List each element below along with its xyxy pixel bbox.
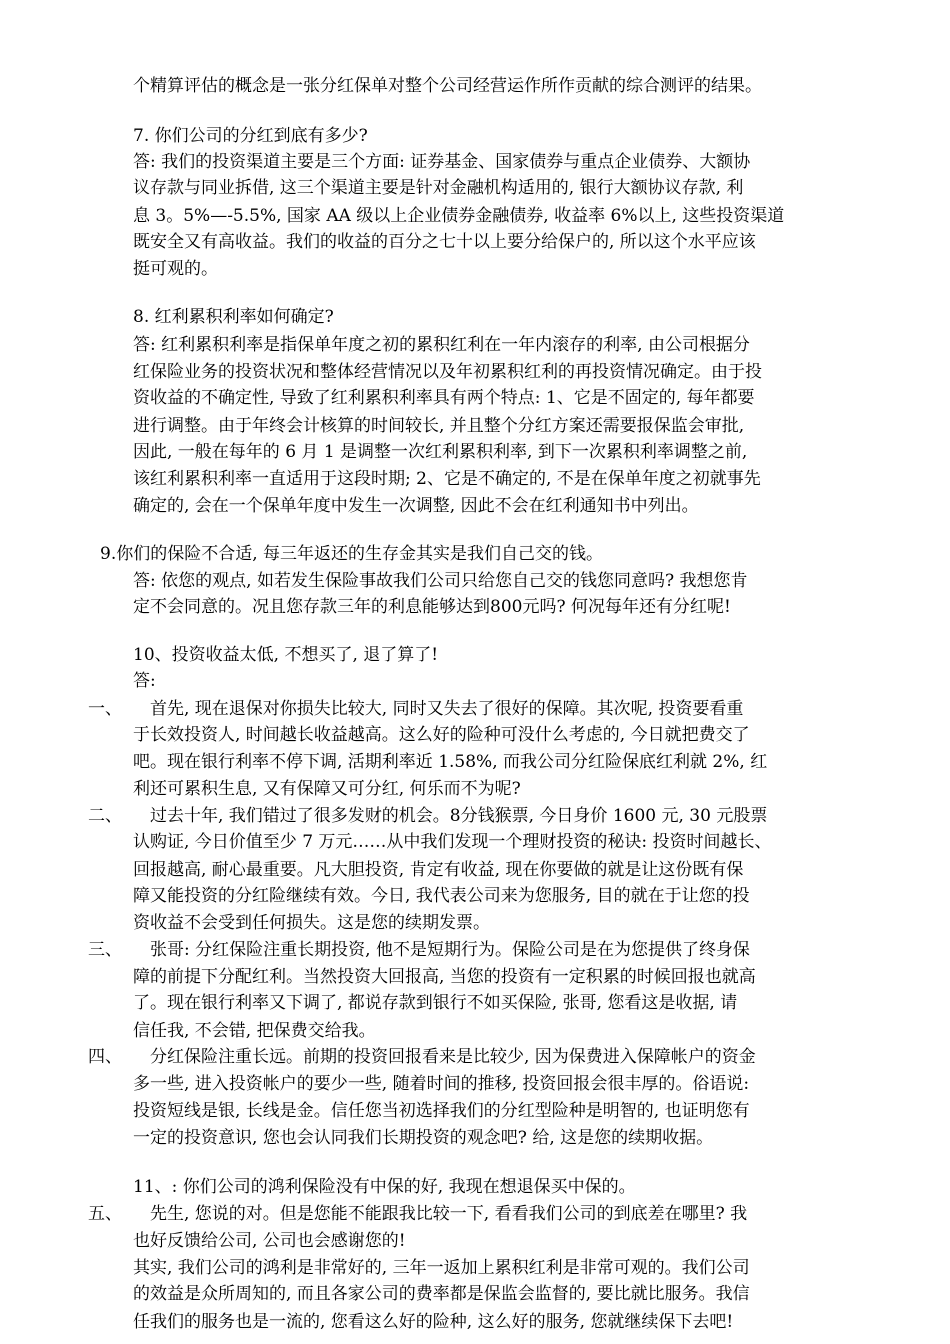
item-line: 于长效投资人, 时间越长收益越高。这么好的险种可没什么考虑的, 今日就把费交了 bbox=[133, 725, 750, 745]
item-line: 分红保险注重长远。前期的投资回报看来是比较少, 因为保费进入保障帐户的资金 bbox=[150, 1047, 756, 1067]
item-line: 障的前提下分配红利。当然投资大回报高, 当您的投资有一定积累的时候回报也就高 bbox=[133, 967, 756, 987]
item-line: 投资短线是银, 长线是金。信任您当初选择我们的分红型险种是明智的, 也证明您有 bbox=[133, 1101, 750, 1121]
answer-7-line: 答: 我们的投资渠道主要是三个方面: 证券基金、国家债券与重点企业债券、大额协 bbox=[133, 152, 751, 172]
item-line: 吧。现在银行利率不停下调, 活期利率近 1.58%, 而我公司分红险保底红利就 2%, 红 bbox=[133, 752, 768, 772]
item-line: 一定的投资意识, 您也会认同我们长期投资的观念吧? 给, 这是您的续期收据。 bbox=[133, 1128, 714, 1148]
question-10: 10、投资收益太低, 不想买了, 退了算了! bbox=[133, 645, 439, 665]
item-line: 其实, 我们公司的鸿利是非常好的, 三年一返加上累积红利是非常可观的。我们公司 bbox=[133, 1258, 750, 1278]
answer-label: 答: bbox=[133, 671, 156, 691]
item-marker: 一、 bbox=[88, 699, 122, 719]
item-line: 的效益是众所周知的, 而且各家公司的费率都是保监会监督的, 要比就比服务。我信 bbox=[133, 1284, 750, 1304]
question-8: 8. 红利累积利率如何确定? bbox=[133, 307, 334, 327]
answer-8-line: 红保险业务的投资状况和整体经营情况以及年初累积红利的再投资情况确定。由于投 bbox=[133, 362, 762, 382]
item-line: 首先, 现在退保对你损失比较大, 同时又失去了很好的保障。其次呢, 投资要看重 bbox=[150, 699, 744, 719]
item-line: 了。现在银行利率又下调了, 都说存款到银行不如买保险, 张哥, 您看这是收据, 请 bbox=[133, 993, 738, 1013]
answer-7-line: 挺可观的。 bbox=[133, 259, 218, 279]
item-line: 认购证, 今日价值至少 7 万元……从中我们发现一个理财投资的秘诀: 投资时间越长、 bbox=[133, 832, 772, 852]
item-marker: 四、 bbox=[88, 1047, 122, 1067]
item-line: 张哥: 分红保险注重长期投资, 他不是短期行为。保险公司是在为您提供了终身保 bbox=[150, 940, 750, 960]
answer-7-line: 息 3。5%—-5.5%, 国家 AA 级以上企业债券金融债券, 收益率 6%以上, 这些投资渠道 bbox=[133, 206, 785, 226]
answer-9-line: 答: 依您的观点, 如若发生保险事故我们公司只给您自己交的钱您同意吗? 我想您肯 bbox=[133, 571, 748, 591]
answer-7-line: 议存款与同业拆借, 这三个渠道主要是针对金融机构适用的, 银行大额协议存款, 利 bbox=[133, 178, 744, 198]
item-line: 也好反馈给公司, 公司也会感谢您的! bbox=[133, 1231, 406, 1251]
question-7: 7. 你们公司的分红到底有多少? bbox=[133, 126, 368, 146]
intro-line: 个精算评估的概念是一张分红保单对整个公司经营运作所作贡献的综合测评的结果。 bbox=[133, 76, 762, 96]
item-line: 多一些, 进入投资帐户的要少一些, 随着时间的推移, 投资回报会很丰厚的。俗语说: bbox=[133, 1074, 750, 1094]
item-marker: 五、 bbox=[88, 1204, 122, 1224]
item-line: 先生, 您说的对。但是您能不能跟我比较一下, 看看我们公司的到底差在哪里? 我 bbox=[150, 1204, 748, 1224]
question-9: 9.你们的保险不合适, 每三年返还的生存金其实是我们自己交的钱。 bbox=[100, 544, 604, 564]
item-marker: 二、 bbox=[88, 806, 122, 826]
answer-8-line: 答: 红利累积利率是指保单年度之初的累积红利在一年内滚存的利率, 由公司根据分 bbox=[133, 335, 750, 355]
answer-7-line: 既安全又有高收益。我们的收益的百分之七十以上要分给保户的, 所以这个水平应该 bbox=[133, 232, 756, 252]
answer-8-line: 因此, 一般在每年的 6 月 1 是调整一次红利累积利率, 到下一次累积利率调整之前, bbox=[133, 442, 748, 462]
item-line: 障又能投资的分红险继续有效。今日, 我代表公司来为您服务, 目的就在于让您的投 bbox=[133, 886, 750, 906]
item-line: 回报越高, 耐心最重要。凡大胆投资, 肯定有收益, 现在你要做的就是让这份既有保 bbox=[133, 860, 744, 880]
answer-9-line: 定不会同意的。况且您存款三年的利息能够达到800元吗? 何况每年还有分红呢! bbox=[133, 597, 731, 617]
answer-8-line: 资收益的不确定性, 导致了红利累积利率具有两个特点: 1、它是不固定的, 每年都要 bbox=[133, 388, 755, 408]
item-line: 利还可累积生息, 又有保障又可分红, 何乐而不为呢? bbox=[133, 779, 521, 799]
item-marker: 三、 bbox=[88, 940, 122, 960]
item-line: 过去十年, 我们错过了很多发财的机会。8分钱猴票, 今日身价 1600 元, 30 元股票 bbox=[150, 806, 768, 826]
item-line: 信任我, 不会错, 把保费交给我。 bbox=[133, 1021, 376, 1041]
item-line: 任我们的服务也是一流的, 您看这么好的险种, 这么好的服务, 您就继续保下去吧! bbox=[133, 1312, 734, 1332]
question-11: 11、: 你们公司的鸿利保险没有中保的好, 我现在想退保买中保的。 bbox=[133, 1177, 636, 1197]
answer-8-line: 确定的, 会在一个保单年度中发生一次调整, 因此不会在红利通知书中列出。 bbox=[133, 496, 699, 516]
answer-8-line: 该红利累积利率一直适用于这段时期; 2、它是不确定的, 不是在保单年度之初就事先 bbox=[133, 469, 761, 489]
item-line: 资收益不会受到任何损失。这是您的续期发票。 bbox=[133, 913, 490, 933]
answer-8-line: 进行调整。由于年终会计核算的时间较长, 并且整个分红方案还需要报保监会审批, bbox=[133, 416, 745, 436]
